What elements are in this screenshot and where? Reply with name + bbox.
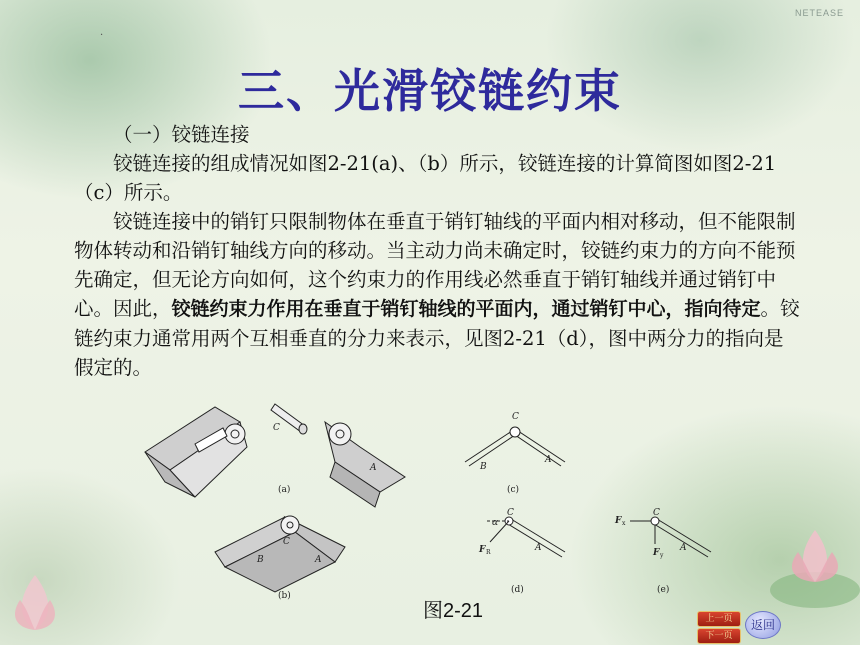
fig-point-a-b: A [315, 555, 322, 565]
figure-b-assembly [215, 516, 345, 592]
fig-label-b: (b) [278, 591, 291, 601]
section-heading: （一）铰链连接 [113, 123, 250, 146]
prev-page-button[interactable]: 上一页 [697, 611, 741, 627]
fig-point-c-d: C [507, 508, 514, 518]
paragraph-1: 铰链连接的组成情况如图2-21(a)、（b）所示，铰链连接的计算简图如图2-21（c）所示。 [74, 152, 777, 204]
paragraph-2-text-b: 。铰链约束力通常用两个互相垂直的分力来表示，见图2-21（d），图中两分力的指向是假定的。 [74, 297, 800, 379]
figure-e-diagram [630, 517, 711, 557]
fig-label-e: (e) [657, 585, 670, 595]
fig-fy-e: F [653, 548, 660, 558]
lotus-decoration-left [0, 560, 70, 645]
fig-fx-e: F [615, 516, 622, 526]
next-page-button[interactable]: 下一页 [697, 628, 741, 644]
fig-fx-sub-e: x [622, 520, 626, 527]
fig-point-a-d: A [535, 543, 542, 553]
figure-caption: 图2-21 [423, 600, 484, 622]
figure-a-left-part [145, 407, 247, 497]
fig-label-d: (d) [511, 585, 524, 595]
fig-point-a-c: A [545, 455, 552, 465]
lotus-decoration-right [770, 520, 860, 610]
paragraph-2-bold: 铰链约束力作用在垂直于销钉轴线的平面内，通过销钉中心，指向待定 [171, 298, 761, 320]
fig-point-a-e: A [680, 543, 687, 553]
fig-point-b-c: B [480, 462, 487, 472]
hinge-figure [135, 392, 735, 602]
decorative-dot: · [100, 30, 104, 41]
back-button[interactable]: 返回 [745, 611, 781, 639]
figure-d-diagram [487, 517, 565, 557]
fig-point-b-b: B [257, 555, 264, 565]
fig-fr-d: F [479, 545, 486, 555]
figure-a-right-part [325, 422, 405, 507]
watermark-logo: NETEASE [794, 8, 844, 18]
fig-point-c-e: C [653, 508, 660, 518]
fig-label-a: (a) [278, 485, 291, 495]
fig-point-c-b: C [283, 537, 290, 547]
fig-point-c-c: C [512, 412, 519, 422]
fig-fy-sub-e: y [660, 552, 664, 559]
fig-alpha-d: α [492, 518, 499, 528]
fig-point-c-a: C [273, 423, 280, 433]
paragraph-2-text-a: 铰链连接中的销钉只限制物体在垂直于销钉轴线的平面内相对移动，但不能限制物体转动和沿销钉轴线方向的移动。当主动力尚未确定时，铰链约束力的方向不能预先确定，但无论方向如何，这个约束力的作用线必然垂直于销钉轴线并通过销钉中心。因此， [74, 210, 796, 320]
fig-label-c: (c) [507, 485, 520, 495]
body-text [74, 120, 802, 382]
slide-title: 三、光滑铰链约束 [238, 64, 622, 118]
fig-fr-sub-d: R [486, 549, 491, 556]
fig-point-a-a: A [370, 463, 377, 473]
paragraph-2 [74, 207, 802, 382]
